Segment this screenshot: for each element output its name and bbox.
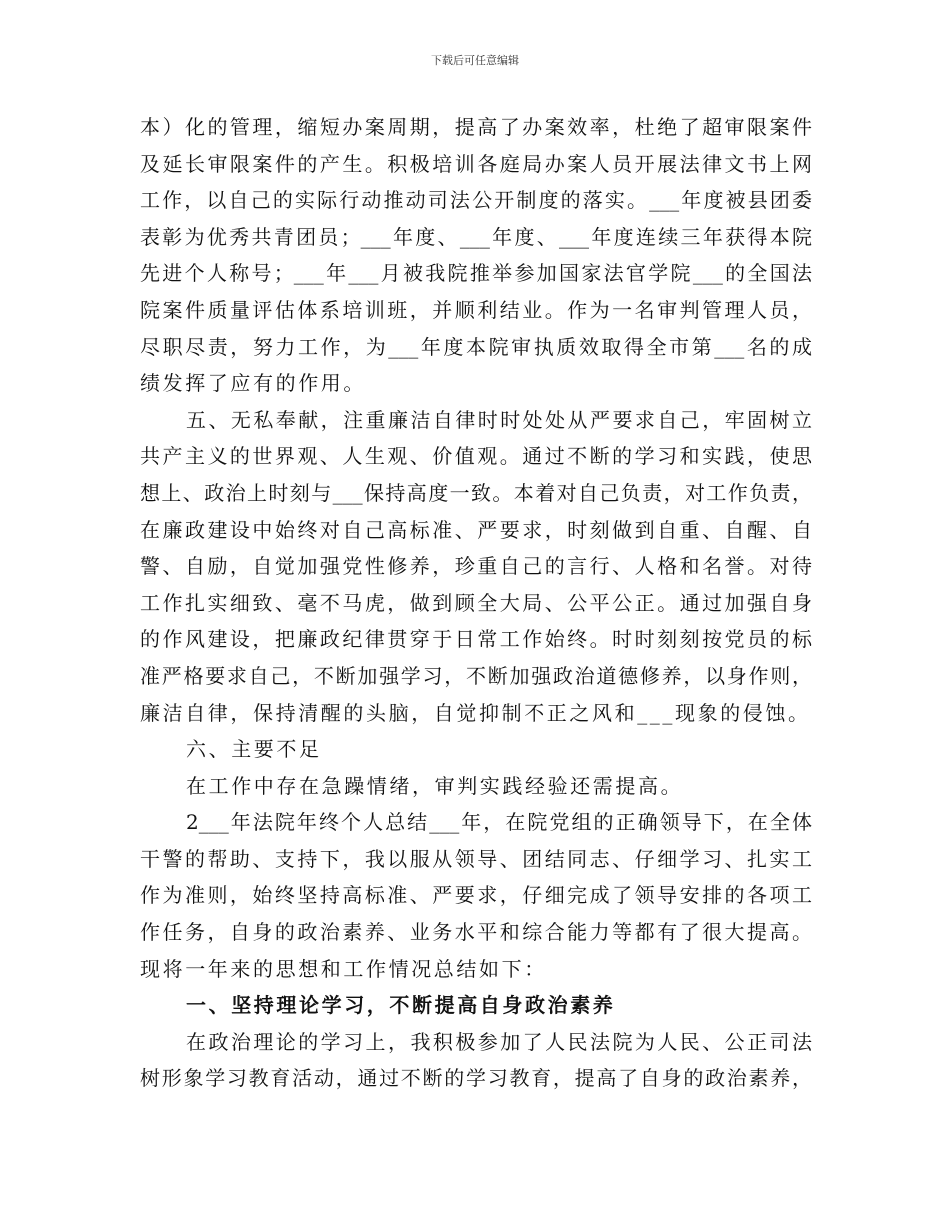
text-line: 警、自励，自觉加强党性修养，珍重自己的言行、人格和名誉。对待 — [140, 554, 812, 579]
text-line: 准严格要求自己，不断加强学习，不断加强政治道德修养，以身作则， — [140, 663, 812, 688]
text-line: 作任务，自身的政治素养、业务水平和综合能力等都有了很大提高。 — [140, 920, 812, 945]
text-line: 的作风建设，把廉政纪律贯穿于日常工作始终。时时刻刻按党员的标 — [140, 627, 812, 652]
text-line: 工作扎实细致、毫不马虎，做到顾全大局、公平公正。通过加强自身 — [140, 590, 812, 615]
text-line: 及延长审限案件的产生。积极培训各庭局办案人员开展法律文书上网 — [140, 151, 812, 176]
text-line: 想上、政治上时刻与___保持高度一致。本着对自己负责，对工作负责， — [140, 480, 812, 505]
text-line: 树形象学习教育活动，通过不断的学习教育，提高了自身的政治素养， — [140, 1066, 812, 1091]
text-line: 廉洁自律，保持清醒的头脑，自觉抑制不正之风和___现象的侵蚀。 — [140, 700, 811, 725]
text-line: 现将一年来的思想和工作情况总结如下： — [140, 956, 547, 981]
text-line: 共产主义的世界观、人生观、价值观。通过不断的学习和实践，使思 — [140, 444, 812, 469]
text-line: 五、无私奉献，注重廉洁自律时时处处从严要求自己，牢固树立 — [186, 407, 812, 432]
text-line: 作为准则，始终坚持高标准、严要求，仔细完成了领导安排的各项工 — [140, 883, 812, 908]
text-line: 绩发挥了应有的作用。 — [140, 371, 366, 396]
section-heading: 一、坚持理论学习，不断提高自身政治素养 — [186, 993, 616, 1018]
text-line: 干警的帮助、支持下，我以服从领导、团结同志、仔细学习、扎实工 — [140, 846, 812, 871]
text-line: 在廉政建设中始终对自己高标准、严要求，时刻做到自重、自醒、自 — [140, 517, 812, 542]
text-line: 工作，以自己的实际行动推动司法公开制度的落实。___年度被县团委 — [140, 188, 812, 213]
text-line: 尽职尽责，努力工作，为___年度本院审执质效取得全市第___名的成 — [140, 334, 812, 359]
page-header: 下载后可任意编辑 — [431, 54, 519, 67]
text-line: 在政治理论的学习上，我积极参加了人民法院为人民、公正司法 — [186, 1029, 812, 1054]
document-body — [140, 109, 812, 1097]
text-line: 表彰为优秀共青团员；___年度、___年度、___年度连续三年获得本院 — [140, 224, 812, 249]
text-line: 2___年法院年终个人总结___年，在院党组的正确领导下，在全体 — [186, 810, 812, 835]
text-line: 本）化的管理，缩短办案周期，提高了办案效率，杜绝了超审限案件 — [140, 115, 812, 139]
text-line: 六、主要不足 — [186, 737, 322, 762]
text-line: 先进个人称号；___年___月被我院推举参加国家法官学院___的全国法 — [140, 261, 812, 286]
text-line: 院案件质量评估体系培训班，并顺利结业。作为一名审判管理人员， — [140, 297, 812, 322]
text-line: 在工作中存在急躁情绪，审判实践经验还需提高。 — [186, 773, 684, 798]
